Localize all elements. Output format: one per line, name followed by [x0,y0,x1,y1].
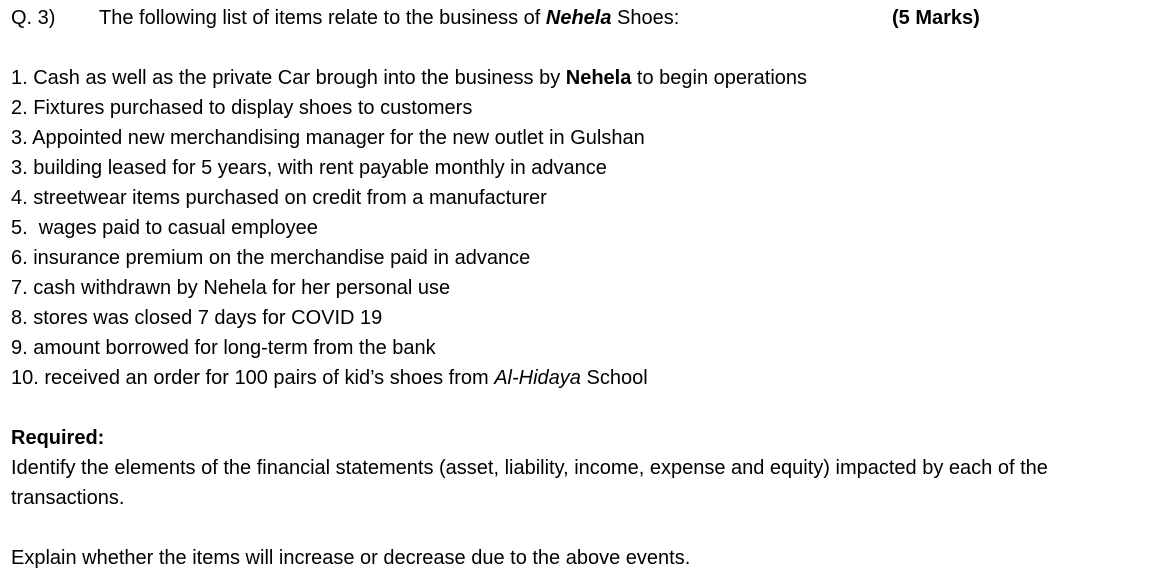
item-10-prefix: 10. received an order for 100 pairs of kid’s shoes from [11,367,495,389]
required-heading: Required: [11,427,105,449]
list-item: 7. cash withdrawn by Nehela for her personal use [11,277,451,299]
question-intro-prefix: The following list of items relate to the business of [99,7,546,29]
business-name: Nehela [545,7,612,29]
item-10-suffix: School [580,367,648,389]
transaction-list [11,63,807,393]
list-item [11,63,807,93]
list-item: 4. streetwear items purchased on credit from a manufacturer [11,187,547,209]
question-header [11,3,1151,33]
required-section [11,423,1151,513]
list-item: 6. insurance premium on the merchandise paid in advance [11,247,531,269]
item-10-italic-name: Al-Hidaya [494,367,581,389]
list-item: 3. Appointed new merchandising manager for the new outlet in Gulshan [11,127,645,149]
list-item: 8. stores was closed 7 days for COVID 19 [11,307,383,329]
list-item: 2. Fixtures purchased to display shoes to customers [11,97,473,119]
question-intro-suffix: Shoes: [611,7,680,29]
list-item: 3. building leased for 5 years, with rent payable monthly in advance [11,157,607,179]
question-intro [99,3,679,33]
item-1-suffix: to begin operations [631,67,808,89]
item-1-prefix: 1. Cash as well as the private Car brough into the business by [11,67,566,89]
question-number: Q. 3) [11,7,56,29]
explain-instruction: Explain whether the items will increase or decrease due to the above events. [11,547,691,569]
item-1-bold-name: Nehela [565,67,632,89]
required-instructions: Identify the elements of the financial statements (asset, liability, income, expense and equity) impacted by each of the transactions. [11,457,1048,509]
question-marks: (5 Marks) [892,7,980,29]
list-item: 9. amount borrowed for long-term from the bank [11,337,436,359]
list-item [11,363,807,393]
list-item: 5. wages paid to casual employee [11,217,318,239]
